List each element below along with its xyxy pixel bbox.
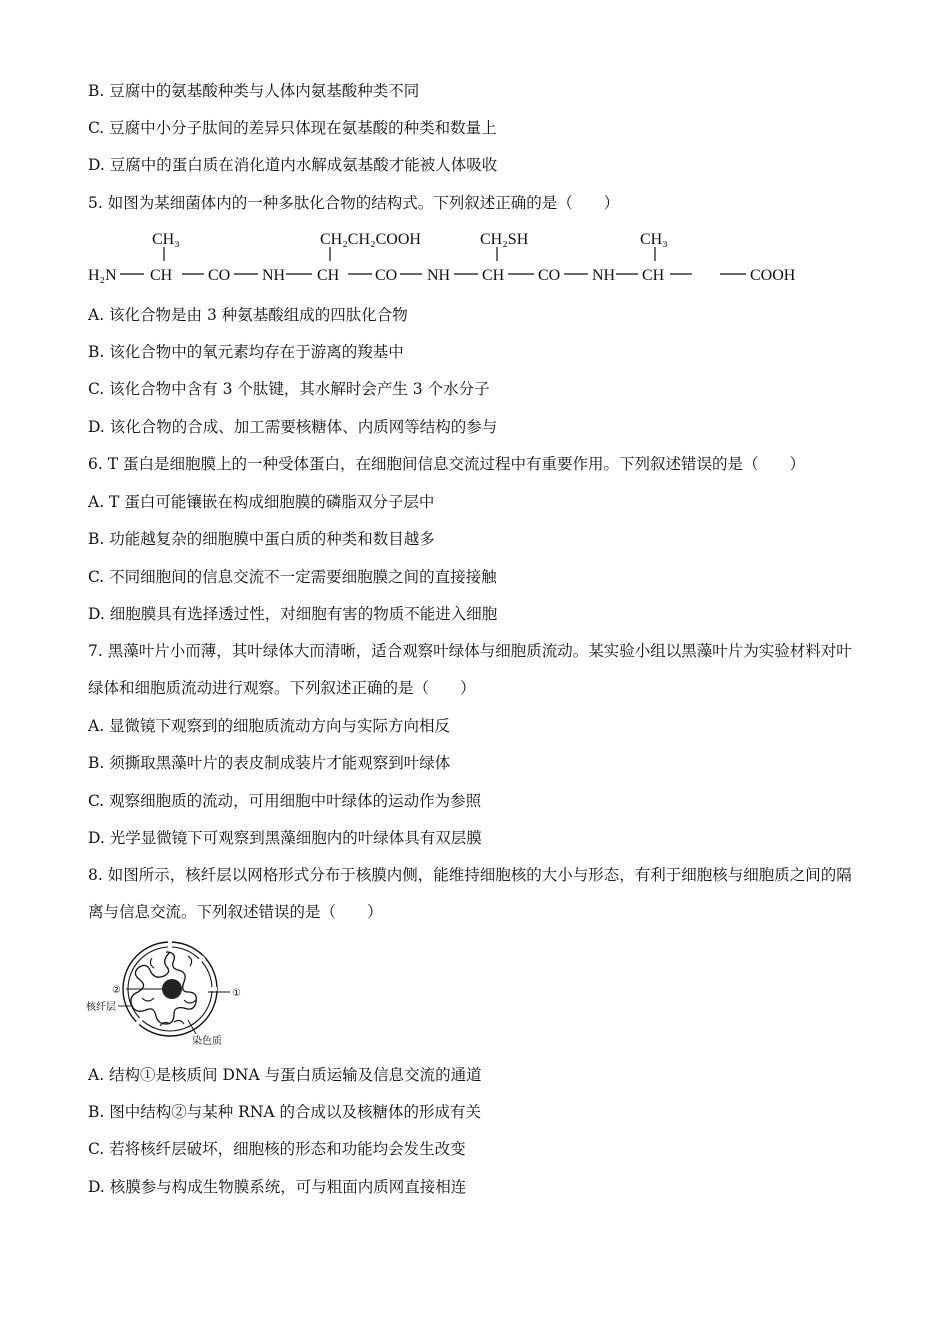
q8-option-c: C. 若将核纤层破坏，细胞核的形态和功能均会发生改变 — [88, 1140, 466, 1158]
q6-option-b: B. 功能越复杂的细胞膜中蛋白质的种类和数目越多 — [88, 530, 435, 548]
q6-option-a: A. T 蛋白可能镶嵌在构成细胞膜的磷脂双分子层中 — [88, 493, 435, 511]
q7-option-c: C. 观察细胞质的流动，可用细胞中叶绿体的运动作为参照 — [88, 792, 482, 810]
q6-stem: 6. T 蛋白是细胞膜上的一种受体蛋白，在细胞间信息交流过程中有重要作用。下列叙述错误的是（ ） — [88, 455, 805, 473]
q4-option-d: D. 豆腐中的蛋白质在消化道内水解成氨基酸才能被人体吸收 — [88, 156, 498, 174]
side-chain-4: CH₃ — [640, 231, 668, 248]
q8-option-a: A. 结构①是核质间 DNA 与蛋白质运输及信息交流的通道 — [88, 1066, 482, 1084]
label-structure-2: ② — [112, 985, 121, 996]
q8-stem: 8. 如图所示，核纤层以网格形式分布于核膜内侧，能维持细胞核的大小与形态，有利于细胞核与细胞质之间的隔离与信息交流。下列叙述错误的是（ ） — [88, 866, 852, 921]
ch-1: CH — [150, 267, 173, 284]
q7-option-a: A. 显微镜下观察到的细胞质流动方向与实际方向相反 — [88, 717, 451, 735]
nh-1: NH — [262, 267, 286, 284]
q6-option-c: C. 不同细胞间的信息交流不一定需要细胞膜之间的直接接触 — [88, 568, 497, 586]
nucleus-diagram — [84, 940, 254, 1050]
label-structure-1: ① — [232, 988, 241, 999]
q8-option-d: D. 核膜参与构成生物膜系统，可与粗面内质网直接相连 — [88, 1178, 467, 1196]
q5-option-d: D. 该化合物的合成、加工需要核糖体、内质网等结构的参与 — [88, 418, 498, 436]
ch-2: CH — [317, 267, 340, 284]
co-1: CO — [208, 267, 231, 284]
q5-option-c: C. 该化合物中含有 3 个肽键，其水解时会产生 3 个水分子 — [88, 380, 490, 398]
q7-option-b: B. 须撕取黑藻叶片的表皮制成装片才能观察到叶绿体 — [88, 754, 451, 772]
q6-option-d: D. 细胞膜具有选择透过性，对细胞有害的物质不能进入细胞 — [88, 605, 498, 623]
q4-option-b: B. 豆腐中的氨基酸种类与人体内氨基酸种类不同 — [88, 82, 420, 100]
co-3: CO — [538, 267, 561, 284]
label-nuclear-lamina: 核纤层 — [86, 1002, 116, 1013]
polypeptide-structural-formula — [88, 230, 848, 290]
label-chromatin: 染色质 — [192, 1036, 222, 1047]
nh-3: NH — [592, 267, 616, 284]
q8-option-b: B. 图中结构②与某种 RNA 的合成以及核糖体的形成有关 — [88, 1103, 482, 1121]
h2n-group: H₂N — [88, 267, 117, 284]
side-chain-3: CH₂SH — [480, 231, 529, 248]
q4-option-c: C. 豆腐中小分子肽间的差异只体现在氨基酸的种类和数量上 — [88, 119, 497, 137]
side-chain-2: CH₂CH₂COOH — [320, 231, 421, 248]
q5-stem: 5. 如图为某细菌体内的一种多肽化合物的结构式。下列叙述正确的是（ ） — [88, 194, 620, 212]
q7-option-d: D. 光学显微镜下可观察到黑藻细胞内的叶绿体具有双层膜 — [88, 829, 482, 847]
q5-option-a: A. 该化合物是由 3 种氨基酸组成的四肽化合物 — [88, 306, 408, 324]
cooh-terminal: COOH — [750, 267, 796, 284]
co-2: CO — [375, 267, 398, 284]
ch-3: CH — [482, 267, 505, 284]
side-chain-1: CH₃ — [152, 231, 180, 248]
ch-4: CH — [642, 267, 665, 284]
nh-2: NH — [427, 267, 451, 284]
q5-option-b: B. 该化合物中的氧元素均存在于游离的羧基中 — [88, 343, 404, 361]
q7-stem: 7. 黑藻叶片小而薄，其叶绿体大而清晰，适合观察叶绿体与细胞质流动。某实验小组以黑藻叶片为实验材料对叶绿体和细胞质流动进行观察。下列叙述正确的是（ ） — [88, 642, 852, 697]
